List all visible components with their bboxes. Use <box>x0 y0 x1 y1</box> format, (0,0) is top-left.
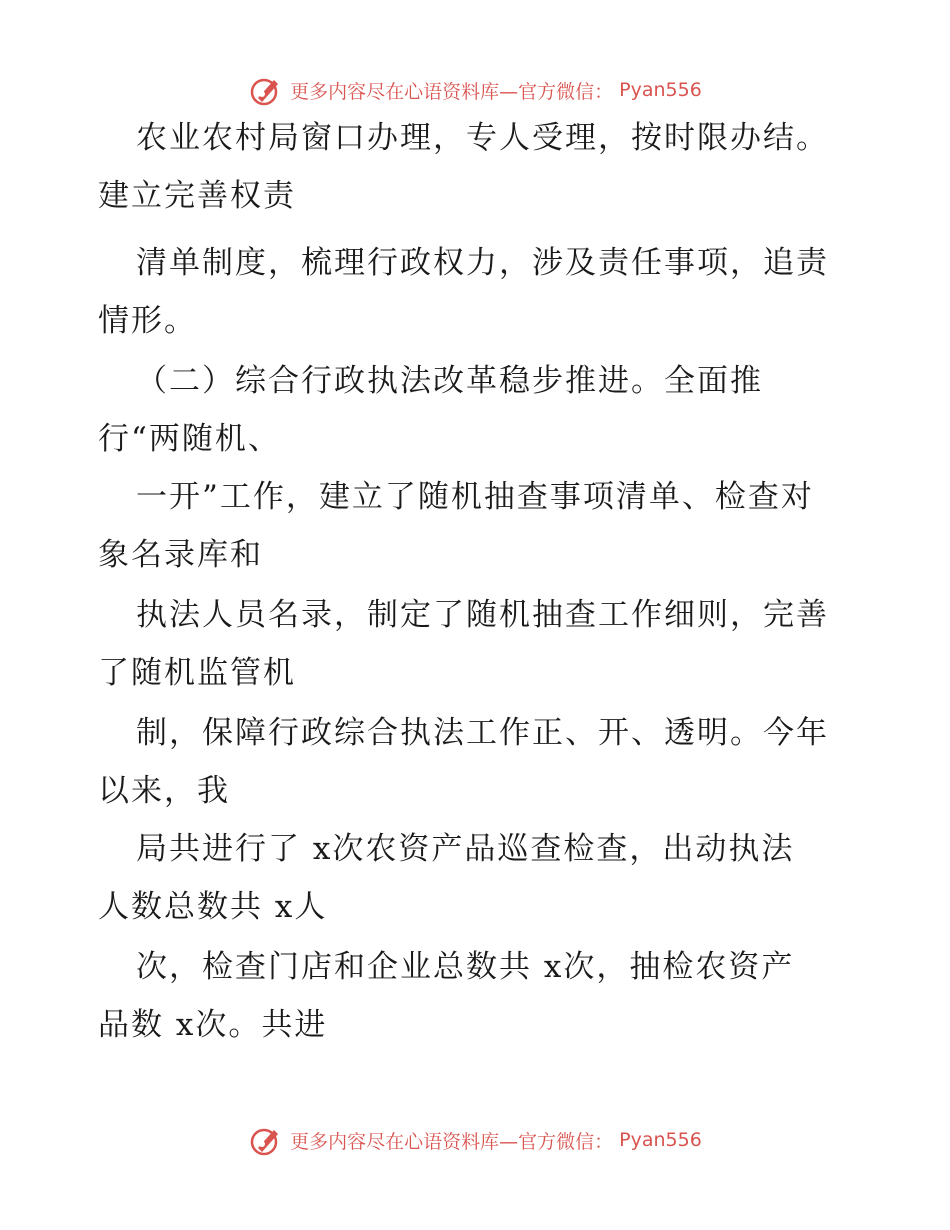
text-line: 象名录库和 <box>98 537 263 573</box>
text-line: 情形。 <box>98 303 197 339</box>
seal-pen-icon <box>248 1122 284 1158</box>
text-line: 一开”工作，建立了随机抽查事项清单、检查对 <box>136 479 814 515</box>
watermark-text: 更多内容尽在心语资料库—官方微信： <box>290 80 614 103</box>
text-line: （二）综合行政执法改革稳步推进。全面推 <box>136 363 763 399</box>
text-line: 执法人员名录，制定了随机抽查工作细则，完善 <box>136 597 829 633</box>
watermark-wechat-id: Pyan556 <box>619 1129 702 1151</box>
footer-watermark <box>0 1120 950 1160</box>
text-line: 行“两随机、 <box>98 421 281 457</box>
text-line: 了随机监管机 <box>98 655 296 691</box>
text-line: 品数 x次。共进 <box>98 1007 328 1043</box>
text-line: 建立完善权责 <box>98 178 296 214</box>
header-watermark <box>0 70 950 110</box>
text-line: 次，检查门店和企业总数共 x次，抽检农资产 <box>136 949 795 985</box>
text-line: 以来，我 <box>98 773 230 809</box>
text-line: 农业农村局窗口办理，专人受理，按时限办结。 <box>136 120 829 156</box>
text-line: 制，保障行政综合执法工作正、开、透明。今年 <box>136 715 829 751</box>
text-line: 清单制度，梳理行政权力，涉及责任事项，追责 <box>136 245 829 281</box>
seal-pen-icon <box>248 72 284 108</box>
watermark-wechat-id: Pyan556 <box>619 79 702 101</box>
watermark-text: 更多内容尽在心语资料库—官方微信： <box>290 1130 614 1153</box>
text-line: 人数总数共 x人 <box>98 889 328 925</box>
text-line: 局共进行了 x次农资产品巡查检查，出动执法 <box>136 831 795 867</box>
